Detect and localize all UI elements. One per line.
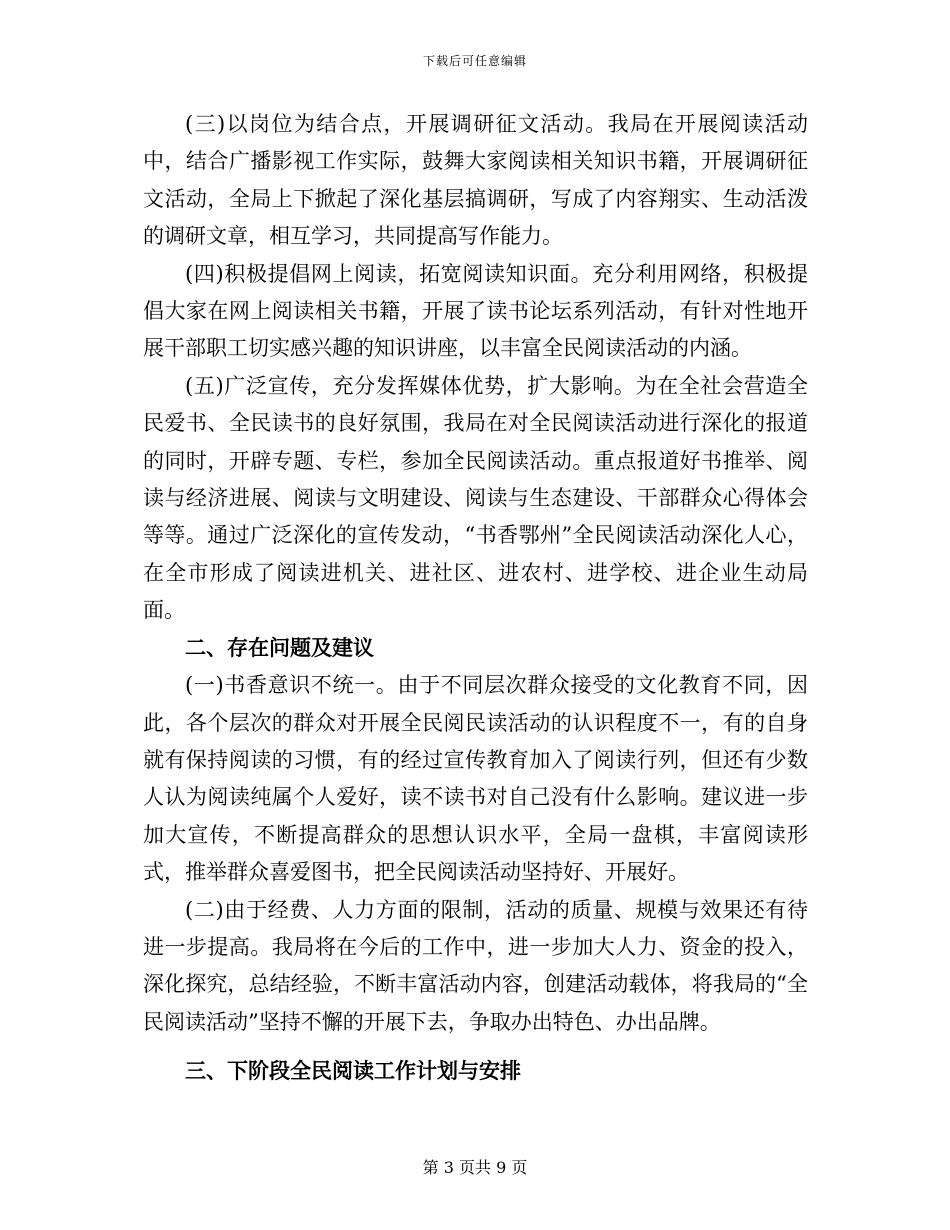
paragraph-5: (五)广泛宣传，充分发挥媒体优势，扩大影响。为在全社会营造全民爱书、全民读书的良好氛围，我局在对全民阅读活动进行深化的报道的同时，开辟专题、专栏，参加全民阅读活动。重点报道好书推举、阅读与经济进展、阅读与文明建设、阅读与生态建设、干部群众心得体会等等。通过广泛深化的宣传发动，“书香鄂州”全民阅读活动深化人心，在全市形成了阅读进机关、进社区、进农村、进学校、进企业生动局面。 (143, 373, 808, 623)
page-number: 第 3 页共 9 页 (422, 1158, 528, 1177)
document-body (143, 106, 808, 1091)
section-heading-next-plan: 三、下阶段全民阅读工作计划与安排 (185, 1059, 521, 1084)
page-header: 下载后可任意编辑 (422, 54, 527, 68)
problem-paragraph-2: (二)由于经费、人力方面的限制，活动的质量、规模与效果还有待进一步提高。我局将在今后的工作中，进一步加大人力、资金的投入，深化探究，总结经验，不断丰富活动内容，创建活动载体，将我局的“全民阅读活动”坚持不懈的开展下去，争取办出特色、办出品牌。 (143, 897, 808, 1034)
paragraph-4: (四)积极提倡网上阅读，拓宽阅读知识面。充分利用网络，积极提倡大家在网上阅读相关书籍，开展了读书论坛系列活动，有针对性地开展干部职工切实感兴趣的知识讲座，以丰富全民阅读活动的内涵。 (143, 261, 808, 361)
section-heading-problems: 二、存在问题及建议 (185, 635, 374, 660)
paragraph-3: (三)以岗位为结合点，开展调研征文活动。我局在开展阅读活动中，结合广播影视工作实际，鼓舞大家阅读相关知识书籍，开展调研征文活动，全局上下掀起了深化基层搞调研，写成了内容翔实、生动活泼的调研文章，相互学习，共同提高写作能力。 (143, 112, 808, 249)
problem-paragraph-1: (一)书香意识不统一。由于不同层次群众接受的文化教育不同，因此，各个层次的群众对开展全民阅民读活动的认识程度不一，有的自身就有保持阅读的习惯，有的经过宣传教育加入了阅读行列，但还有少数人认为阅读纯属个人爱好，读不读书对自己没有什么影响。建议进一步加大宣传，不断提高群众的思想认识水平，全局一盘棋，丰富阅读形式，推举群众喜爱图书，把全民阅读活动坚持好、开展好。 (143, 673, 808, 885)
